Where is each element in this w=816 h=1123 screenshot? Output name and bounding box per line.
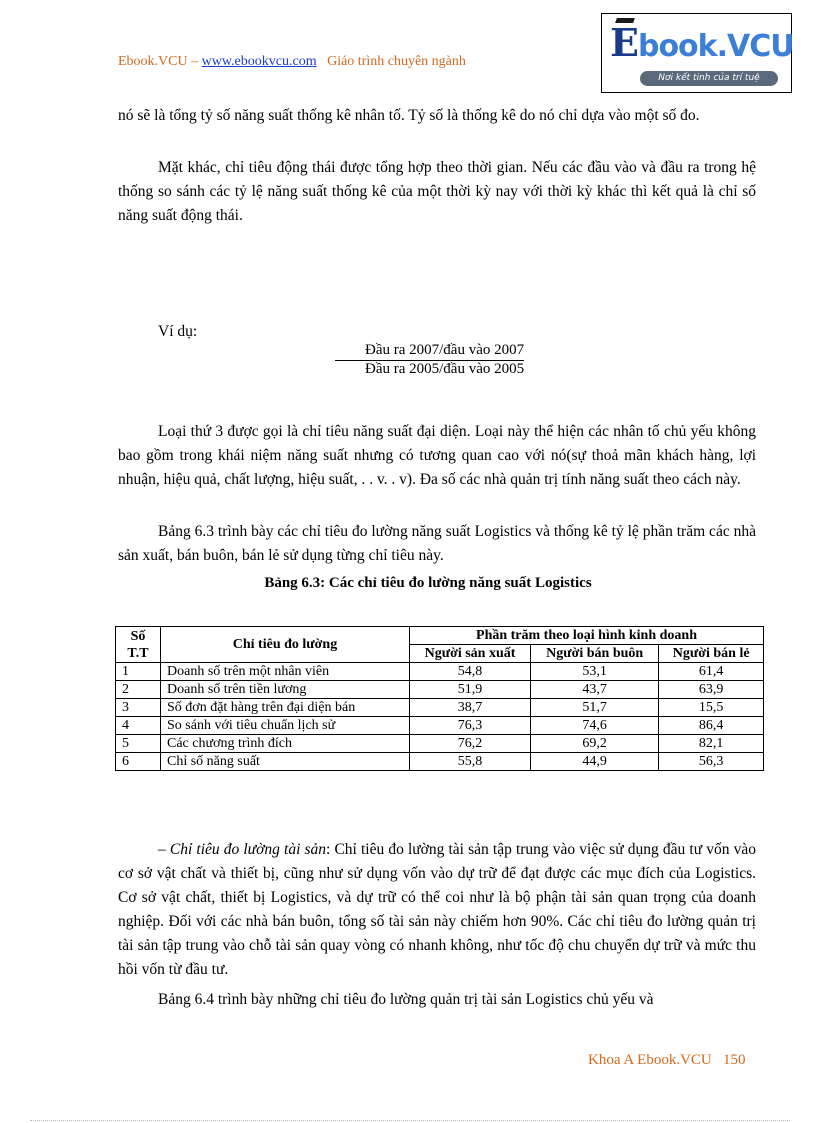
page-number: 150 [723, 1052, 746, 1068]
cell-retailer: 86,4 [659, 717, 764, 735]
page-header [118, 54, 466, 70]
cell-stt: 4 [116, 717, 161, 735]
table-caption: Bảng 6.3: Các chỉ tiêu đo lường năng suất Logistics [264, 575, 592, 591]
table-row [116, 663, 764, 681]
cell-wholesaler: 43,7 [531, 681, 659, 699]
cell-manufacturer: 76,3 [410, 717, 531, 735]
cell-manufacturer: 54,8 [410, 663, 531, 681]
header-dash: – [187, 54, 202, 69]
cell-metric: So sánh với tiêu chuẩn lịch sử [161, 717, 410, 735]
cell-wholesaler: 44,9 [531, 753, 659, 771]
cell-manufacturer: 51,9 [410, 681, 531, 699]
cell-stt: 1 [116, 663, 161, 681]
cell-manufacturer: 55,8 [410, 753, 531, 771]
cell-retailer: 56,3 [659, 753, 764, 771]
paragraph-5: – Chỉ tiêu đo lường tài sản: Chỉ tiêu đo lường tài sản tập trung vào việc sử dụng đầu tư vốn vào cơ sở vật chất và thiết bị, cũng như sử dụng vốn vào dự trữ để đạt được các mục đích của Logistics. Cơ sở vật chất, thiết bị Logistics, và dự trữ có thể coi như là bộ phận tài sản quan trọng của doanh nghiệp. Đối với các nhà bán buôn, tổng số tài sản này chiếm hơn 90%. Các chỉ tiêu đo lường quản trị tài sản tập trung vào chỗ tài sản quay vòng có nhanh không, như tốc độ chu chuyển dự trữ và mức thu hồi vốn từ đầu tư. [118, 841, 756, 978]
cell-manufacturer: 76,2 [410, 735, 531, 753]
cell-stt: 6 [116, 753, 161, 771]
example-fraction [335, 342, 524, 378]
col-header-group: Phần trăm theo loại hình kinh doanh [410, 627, 764, 645]
table-row [116, 735, 764, 753]
paragraph-3: Loại thứ 3 được gọi là chỉ tiêu năng suất đại diện. Loại này thể hiện các nhân tố chủ yếu không bao gồm trong khái niệm năng suất nhưng có tương quan cao với nó(sự thoả mãn khách hàng, lợi nhuận, hiệu quả, chất lượng, hiệu suất, . . v. . v). Đa số các nhà quản trị tính năng suất theo cách này. [118, 423, 756, 488]
page-footer [588, 1052, 746, 1069]
paragraph-2: Mặt khác, chỉ tiêu động thái được tổng hợp theo thời gian. Nếu các đầu vào và đầu ra trong hệ thống so sánh các tỷ lệ năng suất thống kê của một thời kỳ nay với thời kỳ khác thì kết quả là chỉ số năng suất động thái. [118, 159, 756, 224]
cell-stt: 3 [116, 699, 161, 717]
cell-metric: Doanh số trên tiền lương [161, 681, 410, 699]
cell-manufacturer: 38,7 [410, 699, 531, 717]
paragraph-4: Bảng 6.3 trình bày các chỉ tiêu đo lường năng suất Logistics và thống kê tỷ lệ phần trăm các nhà sản xuất, bán buôn, bán lẻ sử dụng từng chỉ tiêu này. [118, 523, 756, 564]
col-header-manufacturer: Người sản xuất [410, 645, 531, 663]
header-subject: Giáo trình chuyên ngành [327, 54, 466, 69]
header-brand: Ebook.VCU [118, 54, 188, 69]
paragraph-6: Bảng 6.4 trình bày những chỉ tiêu đo lường quản trị tài sản Logistics chủ yếu và [158, 991, 654, 1008]
cell-retailer: 82,1 [659, 735, 764, 753]
logo-wordmark: Ebook.VCU [610, 20, 794, 65]
cell-metric: Các chương trình đích [161, 735, 410, 753]
col-header-wholesaler: Người bán buôn [531, 645, 659, 663]
logistics-productivity-table [115, 626, 764, 771]
paragraph-1: nó sẽ là tổng tỷ số năng suất thống kê nhân tố. Tỷ số là thống kê do nó chỉ dựa vào một số đo. [118, 107, 700, 124]
cell-metric: Doanh số trên một nhân viên [161, 663, 410, 681]
footer-text: Khoa A Ebook.VCU [588, 1052, 712, 1068]
logo-slogan: Nơi kết tinh của trí tuệ [640, 71, 778, 86]
table-row [116, 681, 764, 699]
cell-stt: 5 [116, 735, 161, 753]
asset-metric-term: Chỉ tiêu đo lường tài sản [169, 841, 327, 858]
col-header-retailer: Người bán lẻ [659, 645, 764, 663]
table-row [116, 753, 764, 771]
ebook-vcu-logo [601, 13, 792, 93]
header-link[interactable]: www.ebookvcu.com [201, 54, 317, 69]
cell-stt: 2 [116, 681, 161, 699]
cell-wholesaler: 74,6 [531, 717, 659, 735]
table-row [116, 717, 764, 735]
table-row [116, 699, 764, 717]
example-label: Ví dụ: [158, 323, 198, 340]
col-header-stt: Số T.T [116, 627, 161, 663]
cell-wholesaler: 51,7 [531, 699, 659, 717]
col-header-metric: Chỉ tiêu đo lường [161, 627, 410, 663]
cell-metric: Số đơn đặt hàng trên đại diện bán [161, 699, 410, 717]
cell-metric: Chỉ số năng suất [161, 753, 410, 771]
cell-retailer: 61,4 [659, 663, 764, 681]
cell-retailer: 15,5 [659, 699, 764, 717]
fraction-numerator: Đầu ra 2007/đầu vào 2007 [335, 342, 524, 361]
cell-wholesaler: 53,1 [531, 663, 659, 681]
page-edge [30, 1120, 790, 1121]
cell-retailer: 63,9 [659, 681, 764, 699]
fraction-denominator: Đầu ra 2005/đầu vào 2005 [365, 361, 525, 377]
cell-wholesaler: 69,2 [531, 735, 659, 753]
